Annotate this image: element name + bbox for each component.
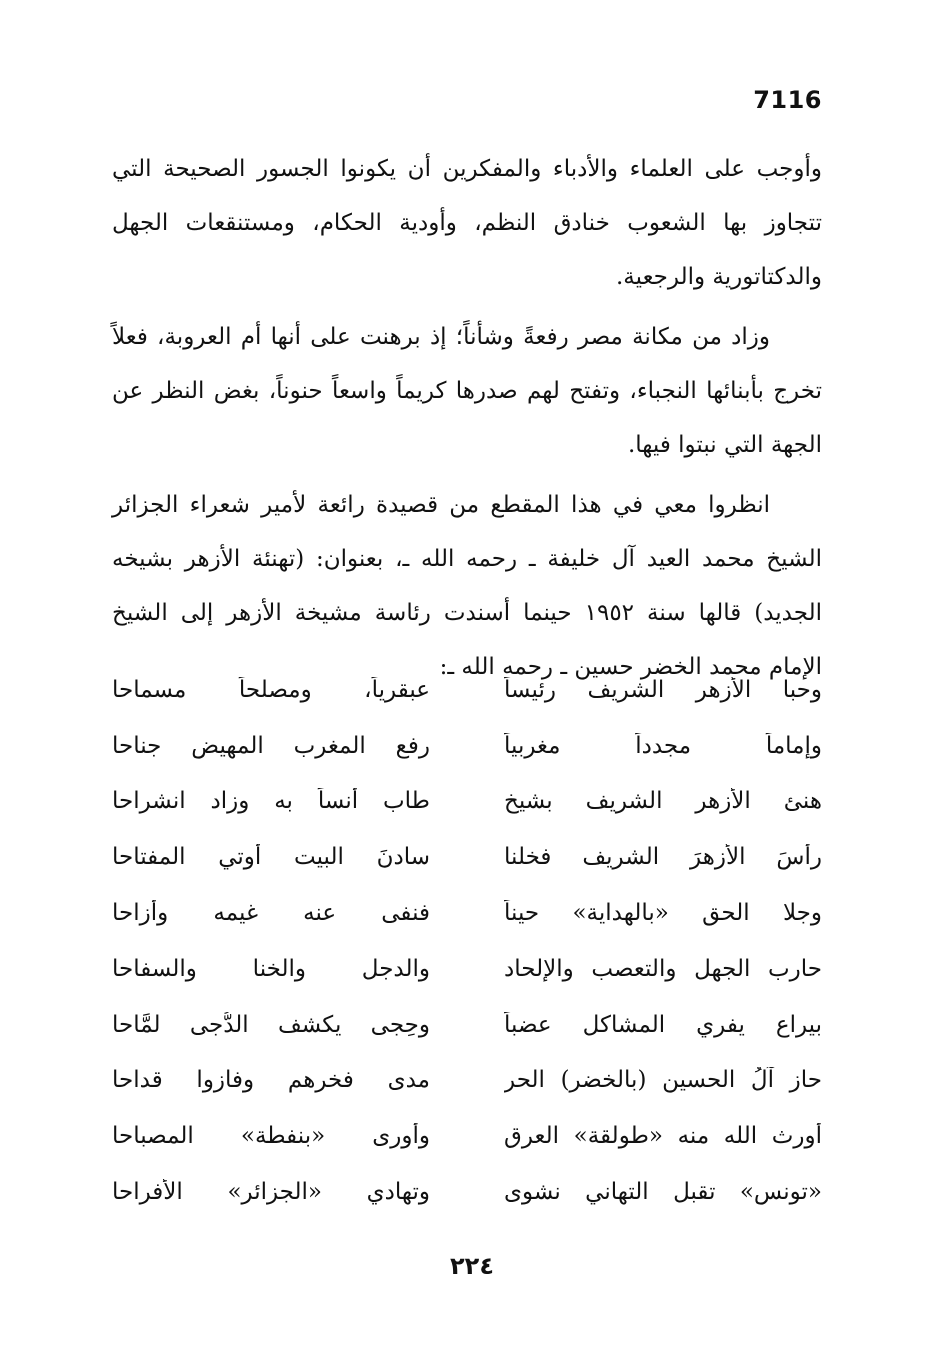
body-text xyxy=(112,142,822,700)
poem-verse xyxy=(112,774,822,830)
poem-verse xyxy=(112,885,822,941)
paragraph: انظروا معي في هذا المقطع من قصيدة رائعة لأمير شعراء الجزائر الشيخ محمد العيد آل خليفة ـ رحمه الله ـ، بعنوان: (تهنئة الأزهر بشيخه الجديد) قالها سنة ١٩٥٢ حينما أسندت رئاسة مشيخة الأزهر إلى الشيخ الإمام محمد الخضر حسين ـ رحمه الله ـ: xyxy=(112,492,822,680)
verse-first-hemistich: وحبا الأزهر الشريف رئيساً xyxy=(504,676,822,703)
verse-first-hemistich: حارب الجهل والتعصب والإلحاد xyxy=(504,955,822,982)
verse-first-hemistich: «تونس» تقبل التهاني نشوى xyxy=(504,1179,822,1206)
verse-first-hemistich: حاز آلُ الحسين (بالخضر) الحر xyxy=(504,1067,822,1094)
verse-second-hemistich: سادنَ البيت أوتي المفتاحا xyxy=(112,844,430,871)
verse-first-hemistich: هنئ الأزهر الشريف بشيخٍ xyxy=(504,788,822,815)
poem-verse xyxy=(112,941,822,997)
poem-verse xyxy=(112,1108,822,1164)
paragraph: وأوجب على العلماء والأدباء والمفكرين أن يكونوا الجسور الصحيحة التي تتجاوز بها الشعوب خنادق النظم، وأودية الحكام، ومستنقعات الجهل والدكتاتورية والرجعية. xyxy=(112,156,822,290)
page-identifier: 7116 xyxy=(753,86,822,114)
verse-first-hemistich: وإماماً مجدداً مغربياً xyxy=(504,732,822,759)
verse-first-hemistich: أورث الله منه «طولقة» العرق xyxy=(504,1123,822,1150)
verse-first-hemistich: رأسَ الأزهرَ الشريف فخلنا xyxy=(504,844,822,871)
verse-second-hemistich: فنفى عنه غيمه وأزاحا xyxy=(112,900,430,927)
verse-second-hemistich: وأورى «بنفطة» المصباحا xyxy=(112,1123,430,1150)
poem xyxy=(112,662,822,1220)
poem-verse xyxy=(112,997,822,1053)
verse-second-hemistich: والدجل والخنا والسفاحا xyxy=(112,955,430,982)
paragraph: وزاد من مكانة مصر رفعةً وشأناً؛ إذ برهنت على أنها أم العروبة، فعلاً تخرج بأبنائها النجباء، وتفتح لهم صدرها كريماً واسعاً حنوناً، بغض النظر عن الجهة التي نبتوا فيها. xyxy=(112,324,822,458)
verse-second-hemistich: طاب أنساً به وزاد انشراحا xyxy=(112,788,430,815)
verse-second-hemistich: وتهادي «الجزائر» الأفراحا xyxy=(112,1179,430,1206)
verse-first-hemistich: وجلا الحق «بالهداية» حيناً xyxy=(504,900,822,927)
verse-second-hemistich: مدى فخرهم وفازوا قداحا xyxy=(112,1067,430,1094)
poem-verse xyxy=(112,1164,822,1220)
verse-first-hemistich: بيراع يفري المشاكل عضباً xyxy=(504,1011,822,1038)
verse-second-hemistich: وحِجى يكشف الدُّجى لمَّاحا xyxy=(112,1011,430,1038)
verse-second-hemistich: عبقرياً، ومصلحاً مسماحا xyxy=(112,676,430,703)
poem-verse xyxy=(112,662,822,718)
poem-verse xyxy=(112,829,822,885)
page-number: ٢٢٤ xyxy=(450,1252,494,1280)
verse-second-hemistich: رفع المغرب المهيض جناحا xyxy=(112,732,430,759)
poem-verse xyxy=(112,1053,822,1109)
poem-verse xyxy=(112,718,822,774)
